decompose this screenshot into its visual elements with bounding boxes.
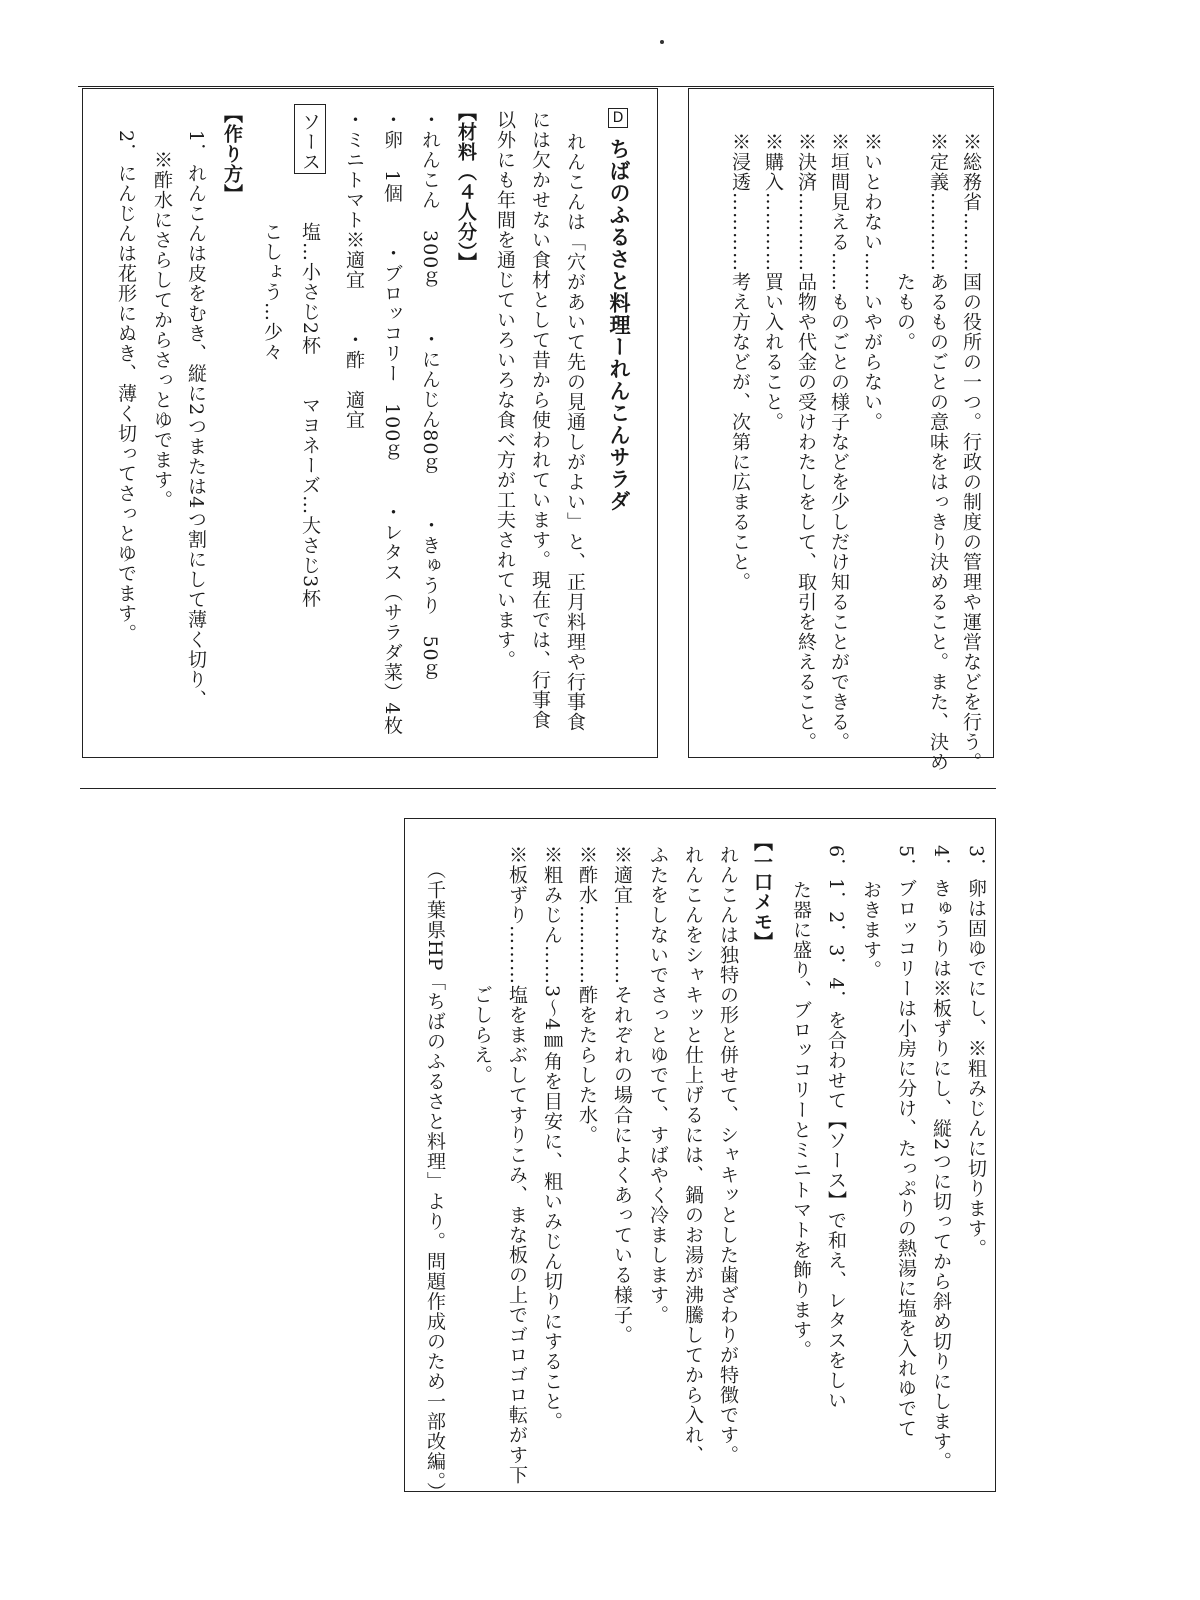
speck <box>660 40 664 44</box>
intro-line: れんこんは「穴があいて先の見通しがよい」と、正月料理や行事食 <box>564 132 586 732</box>
memo-line: れんこんをシャキッと仕上げるには、鍋のお湯が沸騰してから入れ、 <box>682 845 704 1465</box>
step-line: ※酢水にさらしてからさっとゆでます。 <box>151 150 173 510</box>
ingredients-heading: 【材料（４人分）】 <box>455 102 477 273</box>
glossary-line: ※購入…………買い入れること。 <box>762 132 784 432</box>
sauce-label: ソース <box>299 112 321 172</box>
glossary-line: ごしらえ。 <box>471 985 493 1085</box>
memo-line: れんこんは独特の形と併せて、シャキッとした歯ざわりが特徴です。 <box>717 845 739 1465</box>
glossary-line: ※粗みじん……3～4㎜角を目安に、粗いみじん切りにすること。 <box>541 845 563 1432</box>
step-line: おきます。 <box>860 880 882 980</box>
memo-line: ふたをしないでさっとゆでて、すばやく冷まします。 <box>647 845 669 1325</box>
glossary-line: ※酢水…………酢をたらした水。 <box>576 845 598 1145</box>
glossary-line: ※浸透…………考え方などが、次第に広まること。 <box>729 132 751 592</box>
source-citation: （千葉県HP「ちばのふるさと料理」より。問題作成のため一部改編。） <box>424 860 446 1502</box>
memo-heading: 【一口メモ】 <box>751 832 773 952</box>
intro-line: 以外にも年間を通じていろいろな食べ方が工夫されています。 <box>494 110 516 670</box>
intro-line: には欠かせない食材として昔から使われています。現在では、行事食 <box>529 110 551 730</box>
glossary-line: ※適宜…………それぞれの場合によくあっている様子。 <box>611 845 633 1345</box>
middle-rule <box>80 788 996 789</box>
ingredient-line: ・れんこん 300ｇ ・にんじん80ｇ ・きゅうり 50ｇ <box>419 110 441 682</box>
glossary-line: たもの。 <box>894 272 916 352</box>
step-line: 5．ブロッコリーは小房に分け、たっぷりの熱湯に塩を入れゆでて <box>895 845 917 1439</box>
glossary-line: ※いとわない……いやがらない。 <box>861 132 883 432</box>
section-label: D <box>608 108 628 128</box>
step-line: 4．きゅうりは※板ずりにし、縦2つに切ってから斜め切りにします。 <box>930 845 952 1472</box>
step-line: た器に盛り、ブロッコリーとミニトマトを飾ります。 <box>790 880 812 1360</box>
method-heading: 【作り方】 <box>221 104 243 204</box>
glossary-line: ※総務省………国の役所の一つ。行政の制度の管理や運営などを行う。 <box>960 132 982 772</box>
sauce-line: 塩…小さじ2杯 マヨネーズ…大さじ3杯 <box>299 222 321 609</box>
ingredient-line: ・ミニトマト※適宜 ・酢 適宜 <box>343 110 365 430</box>
step-line: 3．卵は固ゆでにし、※粗みじんに切ります。 <box>965 845 987 1259</box>
step-line: 1．れんこんは皮をむき、縦に2つまたは4つ割にして薄く切り、 <box>185 130 207 710</box>
glossary-line: ※板ずり………塩をまぶしてすりこみ、まな板の上でゴロゴロ転がす下 <box>506 845 528 1485</box>
step-line: 6．1．2．3．4．を合わせて【ソース】で和え、レタスをしい <box>825 845 847 1411</box>
glossary-line: ※決済…………品物や代金の受けわたしをして、取引を終えること。 <box>795 132 817 752</box>
ingredient-line: ・卵 1個 ・ブロッコリー 100ｇ ・レタス（サラダ菜）4枚 <box>381 110 403 736</box>
top-rule <box>78 86 994 87</box>
glossary-line: ※定義…………あるものごとの意味をはっきり決めること。また、決め <box>927 132 949 772</box>
step-line: 2．にんじんは花形にぬき、薄く切ってさっとゆでます。 <box>115 130 137 644</box>
recipe-title: ちばのふるさと料理ーれんこんサラダ <box>607 138 631 512</box>
glossary-line: ※垣間見える……ものごとの様子などを少しだけ知ることができる。 <box>828 132 850 752</box>
sauce-line: こしょう…少々 <box>261 222 283 362</box>
